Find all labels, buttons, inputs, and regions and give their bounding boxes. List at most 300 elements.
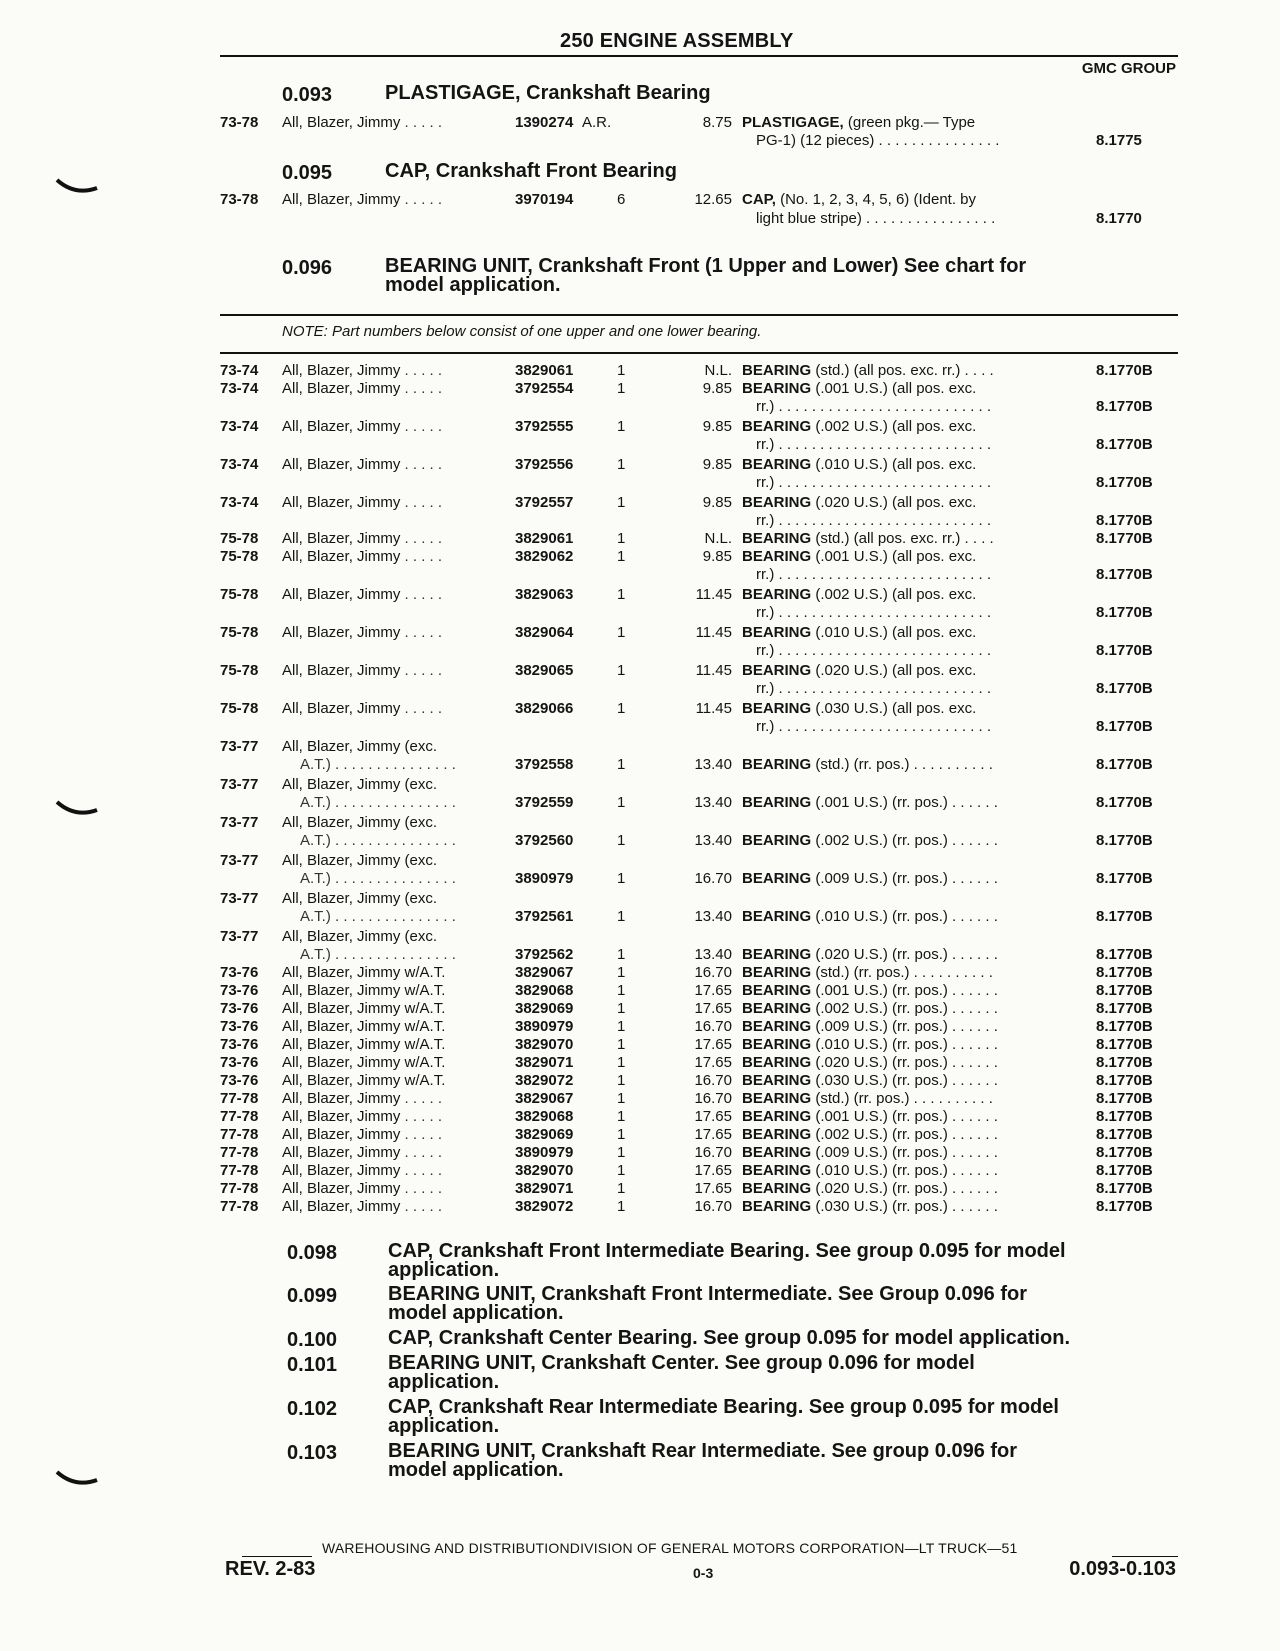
binder-mark (55, 1470, 99, 1490)
years: 77-78 (220, 1090, 259, 1107)
description (742, 945, 998, 964)
years: 73-76 (220, 982, 259, 999)
model: All, Blazer, Jimmy (exc. (282, 738, 438, 755)
desc-bold: BEARING (742, 494, 812, 511)
table-row (0, 379, 1280, 398)
part-number: 3792558 (515, 756, 574, 773)
model-text: All, Blazer, Jimmy (282, 586, 401, 603)
part-number: 3970194 (515, 191, 574, 208)
part-number: 3829072 (515, 1198, 574, 1215)
model (282, 547, 442, 566)
leader-dots: . . . . . (404, 624, 443, 641)
model-text: All, Blazer, Jimmy (282, 380, 401, 397)
table-row (0, 113, 1280, 132)
desc-bold: BEARING (742, 1090, 812, 1107)
years: 73-77 (220, 852, 259, 869)
quantity: 1 (617, 1162, 626, 1179)
description (742, 623, 976, 642)
desc-text: (.010 U.S.) (all pos. exc. (811, 456, 977, 473)
part-number: 3792562 (515, 946, 574, 963)
description (742, 1161, 998, 1180)
price: 9.85 (702, 380, 732, 397)
section-number: 0.095 (282, 162, 333, 184)
leader-dots: . . . . . (404, 1162, 443, 1179)
part-number: 3829063 (515, 586, 574, 603)
desc-bold: BEARING (742, 964, 812, 981)
desc-bold: CAP, (742, 191, 776, 208)
desc-bold: BEARING (742, 1198, 812, 1215)
description-cont: rr.) . . . . . . . . . . . . . . . . . . . . . . . . . . (756, 512, 992, 529)
section-number: 0.096 (282, 257, 333, 279)
part-number: 3890979 (515, 870, 574, 887)
leader-dots: . . . . . (404, 1144, 443, 1161)
desc-text: (.001 U.S.) (rr. pos.) . . . . . . (811, 794, 998, 811)
catalog-code: 8.1770B (1096, 908, 1153, 925)
price: N.L. (704, 362, 732, 379)
price: 11.45 (695, 624, 732, 641)
desc-text: (.001 U.S.) (all pos. exc. (811, 548, 977, 565)
model-text: All, Blazer, Jimmy (282, 1198, 401, 1215)
table-row-cont (0, 511, 1280, 530)
quantity: 1 (617, 1054, 626, 1071)
years: 77-78 (220, 1162, 259, 1179)
table-row (0, 1089, 1280, 1108)
part-number: 3829065 (515, 662, 574, 679)
model: All, Blazer, Jimmy (exc. (282, 814, 438, 831)
desc-bold: BEARING (742, 1180, 812, 1197)
quantity: 1 (617, 908, 626, 925)
section-title-cont: application. (388, 1371, 500, 1393)
price: 16.70 (694, 1198, 732, 1215)
desc-text: (.030 U.S.) (all pos. exc. (811, 700, 977, 717)
desc-bold: PLASTIGAGE, (742, 114, 844, 131)
model (282, 1197, 442, 1216)
section-number: 0.102 (287, 1398, 338, 1420)
description-cont: rr.) . . . . . . . . . . . . . . . . . . . . . . . . . . (756, 642, 992, 659)
description-cont: rr.) . . . . . . . . . . . . . . . . . . . . . . . . . . (756, 566, 992, 583)
model-cont: A.T.) . . . . . . . . . . . . . . . (300, 832, 456, 849)
part-number: 3792555 (515, 418, 574, 435)
model (282, 1089, 442, 1108)
years: 75-78 (220, 624, 259, 641)
years: 73-77 (220, 890, 259, 907)
desc-bold: BEARING (742, 1018, 812, 1035)
table-row-cont (0, 397, 1280, 416)
table-row (0, 699, 1280, 718)
quantity: 1 (617, 418, 626, 435)
desc-text: (No. 1, 2, 3, 4, 5, 6) (Ident. by (775, 191, 977, 208)
description-cont: rr.) . . . . . . . . . . . . . . . . . . . . . . . . . . (756, 604, 992, 621)
model (282, 361, 442, 380)
part-number: 3829064 (515, 624, 574, 641)
leader-dots: . . . . . (404, 456, 443, 473)
price: 16.70 (694, 870, 732, 887)
years: 73-76 (220, 1036, 259, 1053)
catalog-code: 8.1770B (1096, 398, 1153, 415)
catalog-code: 8.1770B (1096, 362, 1153, 379)
description (742, 547, 976, 566)
table-row (0, 1197, 1280, 1216)
quantity: 1 (617, 1000, 626, 1017)
price: 17.65 (694, 1054, 732, 1071)
catalog-code: 8.1770B (1096, 1180, 1153, 1197)
years: 75-78 (220, 662, 259, 679)
model: All, Blazer, Jimmy (exc. (282, 776, 438, 793)
description-cont: rr.) . . . . . . . . . . . . . . . . . . . . . . . . . . (756, 718, 992, 735)
price: 16.70 (694, 1018, 732, 1035)
model-cont: A.T.) . . . . . . . . . . . . . . . (300, 908, 456, 925)
price: N.L. (704, 530, 732, 547)
model (282, 585, 442, 604)
desc-bold: BEARING (742, 908, 812, 925)
desc-text: (.002 U.S.) (all pos. exc. (811, 586, 977, 603)
years: 73-74 (220, 418, 259, 435)
description-cont: rr.) . . . . . . . . . . . . . . . . . . . . . . . . . . (756, 474, 992, 491)
section-number: 0.101 (287, 1354, 338, 1376)
desc-text: (.010 U.S.) (rr. pos.) . . . . . . (811, 1162, 998, 1179)
quantity: 1 (617, 1090, 626, 1107)
desc-text: (.020 U.S.) (rr. pos.) . . . . . . (811, 946, 998, 963)
catalog-code: 8.1770B (1096, 642, 1153, 659)
description (742, 831, 998, 850)
price: 16.70 (694, 964, 732, 981)
section-number: 0.103 (287, 1442, 338, 1464)
section-title: BEARING UNIT, Crankshaft Front Intermediate. See Group 0.096 for (388, 1283, 1028, 1305)
table-row (0, 851, 1280, 870)
catalog-code: 8.1770B (1096, 474, 1153, 491)
desc-text: (.020 U.S.) (rr. pos.) . . . . . . (811, 1180, 998, 1197)
leader-dots: . . . . . (404, 494, 443, 511)
part-number: 3829070 (515, 1162, 574, 1179)
price: 9.85 (702, 418, 732, 435)
description (742, 699, 976, 718)
table-row-cont (0, 755, 1280, 774)
leader-dots: . . . . . (404, 1108, 443, 1125)
leader-dots: . . . . . (404, 586, 443, 603)
description (742, 1017, 998, 1036)
description (742, 1053, 998, 1072)
price: 17.65 (694, 1000, 732, 1017)
desc-bold: BEARING (742, 362, 812, 379)
model (282, 699, 442, 718)
table-row (0, 999, 1280, 1018)
desc-bold: BEARING (742, 586, 812, 603)
years: 73-78 (220, 191, 259, 208)
table-row (0, 1107, 1280, 1126)
section-title-cont: model application. (388, 1459, 564, 1481)
quantity: 1 (617, 832, 626, 849)
years: 73-74 (220, 494, 259, 511)
desc-text: (.010 U.S.) (rr. pos.) . . . . . . (811, 1036, 998, 1053)
description (742, 981, 998, 1000)
model: All, Blazer, Jimmy w/A.T. (282, 1036, 446, 1053)
desc-bold: BEARING (742, 982, 812, 999)
desc-text: (.009 U.S.) (rr. pos.) . . . . . . (811, 1144, 998, 1161)
years: 73-77 (220, 928, 259, 945)
model (282, 529, 442, 548)
catalog-code: 8.1770B (1096, 946, 1153, 963)
table-row (0, 889, 1280, 908)
table-row (0, 493, 1280, 512)
model-cont: A.T.) . . . . . . . . . . . . . . . (300, 794, 456, 811)
description (742, 1143, 998, 1162)
description-cont: rr.) . . . . . . . . . . . . . . . . . . . . . . . . . . (756, 398, 992, 415)
part-number: 3829069 (515, 1126, 574, 1143)
description (742, 1035, 998, 1054)
quantity: 1 (617, 380, 626, 397)
model-text: All, Blazer, Jimmy (282, 456, 401, 473)
model-text: All, Blazer, Jimmy (282, 1090, 401, 1107)
desc-bold: BEARING (742, 418, 812, 435)
model-text: All, Blazer, Jimmy (282, 494, 401, 511)
model: All, Blazer, Jimmy (exc. (282, 852, 438, 869)
model-text: All, Blazer, Jimmy (282, 1162, 401, 1179)
description (742, 379, 976, 398)
desc-bold: BEARING (742, 1036, 812, 1053)
table-row (0, 1179, 1280, 1198)
description (742, 963, 993, 982)
section-title-cont: application. (388, 1259, 500, 1281)
catalog-code: 8.1770B (1096, 756, 1153, 773)
quantity: 1 (617, 946, 626, 963)
years: 75-78 (220, 586, 259, 603)
quantity: 1 (617, 494, 626, 511)
model-text: All, Blazer, Jimmy (282, 548, 401, 565)
quantity: 1 (617, 1108, 626, 1125)
desc-text: (std.) (rr. pos.) . . . . . . . . . . (811, 756, 993, 773)
section-title-cont: model application. (388, 1302, 564, 1324)
price: 11.45 (695, 586, 732, 603)
section-title: BEARING UNIT, Crankshaft Front (1 Upper and Lower) See chart for (385, 255, 1027, 277)
model-text: All, Blazer, Jimmy (282, 1144, 401, 1161)
price: 17.65 (694, 1180, 732, 1197)
years: 73-74 (220, 456, 259, 473)
model-text: All, Blazer, Jimmy (282, 662, 401, 679)
quantity: 1 (617, 1180, 626, 1197)
table-row (0, 361, 1280, 380)
description (742, 417, 976, 436)
leader-dots: . . . . . (404, 530, 443, 547)
catalog-code: 8.1770 (1096, 210, 1142, 227)
price: 17.65 (694, 982, 732, 999)
description (742, 869, 998, 888)
catalog-code: 8.1770B (1096, 832, 1153, 849)
table-row-cont (0, 209, 1280, 228)
leader-dots: . . . . . (404, 548, 443, 565)
table-row (0, 190, 1280, 209)
table-note: NOTE: Part numbers below consist of one upper and one lower bearing. (282, 323, 762, 340)
catalog-code: 8.1770B (1096, 512, 1153, 529)
part-number: 3792560 (515, 832, 574, 849)
part-number: 3890979 (515, 1144, 574, 1161)
model: All, Blazer, Jimmy w/A.T. (282, 1018, 446, 1035)
leader-dots: . . . . . (404, 1198, 443, 1215)
description (742, 585, 976, 604)
description (742, 1107, 998, 1126)
leader-dots: . . . . . (404, 418, 443, 435)
description (742, 1125, 998, 1144)
table-row-cont (0, 793, 1280, 812)
desc-text: (.002 U.S.) (all pos. exc. (811, 418, 977, 435)
price: 12.65 (694, 191, 732, 208)
section-title: CAP, Crankshaft Front Bearing (385, 160, 677, 182)
table-row (0, 1053, 1280, 1072)
desc-bold: BEARING (742, 700, 812, 717)
catalog-code: 8.1770B (1096, 1054, 1153, 1071)
years: 73-76 (220, 1018, 259, 1035)
description (742, 1179, 998, 1198)
desc-bold: BEARING (742, 756, 812, 773)
desc-text: (.009 U.S.) (rr. pos.) . . . . . . (811, 1018, 998, 1035)
catalog-code: 8.1770B (1096, 1162, 1153, 1179)
desc-bold: BEARING (742, 624, 812, 641)
leader-dots: . . . . . (404, 380, 443, 397)
part-number: 3792559 (515, 794, 574, 811)
price: 8.75 (702, 114, 732, 131)
table-row (0, 1161, 1280, 1180)
group-label: GMC GROUP (1081, 60, 1176, 77)
leader-dots: . . . . . (404, 1180, 443, 1197)
part-number: 3829070 (515, 1036, 574, 1053)
price: 17.65 (694, 1126, 732, 1143)
price: 9.85 (702, 494, 732, 511)
catalog-code: 8.1770B (1096, 982, 1153, 999)
table-row (0, 455, 1280, 474)
description (742, 1089, 993, 1108)
years: 73-77 (220, 814, 259, 831)
price: 13.40 (694, 946, 732, 963)
part-number: 3829067 (515, 1090, 574, 1107)
desc-bold: BEARING (742, 548, 812, 565)
desc-bold: BEARING (742, 662, 812, 679)
description (742, 907, 998, 926)
price: 11.45 (695, 662, 732, 679)
table-row (0, 547, 1280, 566)
catalog-code: 8.1770B (1096, 1090, 1153, 1107)
model (282, 190, 442, 209)
leader-dots: . . . . . (404, 1126, 443, 1143)
catalog-code: 8.1770B (1096, 794, 1153, 811)
desc-bold: BEARING (742, 1144, 812, 1161)
model-text: All, Blazer, Jimmy (282, 114, 401, 131)
model (282, 493, 442, 512)
catalog-code: 8.1770B (1096, 1000, 1153, 1017)
table-row-cont (0, 869, 1280, 888)
table-row (0, 1143, 1280, 1162)
quantity: 1 (617, 1018, 626, 1035)
desc-text: (green pkg.— Type (843, 114, 976, 131)
model-text: All, Blazer, Jimmy (282, 530, 401, 547)
part-number: 3829069 (515, 1000, 574, 1017)
desc-text: (.009 U.S.) (rr. pos.) . . . . . . (811, 870, 998, 887)
part-number: 3829068 (515, 1108, 574, 1125)
table-row-cont (0, 907, 1280, 926)
table-row-cont (0, 679, 1280, 698)
part-number: 3829068 (515, 982, 574, 999)
section-title: PLASTIGAGE, Crankshaft Bearing (385, 82, 711, 104)
model-text: All, Blazer, Jimmy (282, 624, 401, 641)
quantity: 1 (617, 548, 626, 565)
catalog-code: 8.1770B (1096, 566, 1153, 583)
quantity: 1 (617, 586, 626, 603)
model-text: All, Blazer, Jimmy (282, 191, 401, 208)
years: 75-78 (220, 700, 259, 717)
table-row (0, 1035, 1280, 1054)
years: 77-78 (220, 1108, 259, 1125)
part-number: 3829072 (515, 1072, 574, 1089)
part-number: 3890979 (515, 1018, 574, 1035)
model: All, Blazer, Jimmy w/A.T. (282, 982, 446, 999)
desc-bold: BEARING (742, 1054, 812, 1071)
years: 73-78 (220, 114, 259, 131)
quantity: 1 (617, 756, 626, 773)
desc-bold: BEARING (742, 456, 812, 473)
years: 73-77 (220, 776, 259, 793)
desc-text: (.002 U.S.) (rr. pos.) . . . . . . (811, 1126, 998, 1143)
model (282, 379, 442, 398)
quantity: 1 (617, 456, 626, 473)
desc-bold: BEARING (742, 380, 812, 397)
desc-text: (std.) (all pos. exc. rr.) . . . . (811, 362, 994, 379)
price: 13.40 (694, 756, 732, 773)
desc-text: (.002 U.S.) (rr. pos.) . . . . . . (811, 1000, 998, 1017)
model-cont: A.T.) . . . . . . . . . . . . . . . (300, 870, 456, 887)
catalog-code: 8.1770B (1096, 530, 1153, 547)
model-text: All, Blazer, Jimmy (282, 418, 401, 435)
model: All, Blazer, Jimmy (exc. (282, 928, 438, 945)
catalog-code: 8.1770B (1096, 1108, 1153, 1125)
desc-bold: BEARING (742, 794, 812, 811)
part-number: 3829066 (515, 700, 574, 717)
part-number: 1390274 (515, 114, 574, 131)
model (282, 417, 442, 436)
table-row-cont (0, 131, 1280, 150)
desc-text: (.020 U.S.) (all pos. exc. (811, 662, 977, 679)
desc-bold: BEARING (742, 1162, 812, 1179)
description (742, 113, 975, 132)
quantity: 1 (617, 1198, 626, 1215)
catalog-code: 8.1770B (1096, 1144, 1153, 1161)
catalog-code: 8.1775 (1096, 132, 1142, 149)
quantity: 1 (617, 794, 626, 811)
catalog-code: 8.1770B (1096, 436, 1153, 453)
catalog-code: 8.1770B (1096, 1126, 1153, 1143)
description-cont: rr.) . . . . . . . . . . . . . . . . . . . . . . . . . . (756, 680, 992, 697)
desc-text: (.001 U.S.) (rr. pos.) . . . . . . (811, 982, 998, 999)
model: All, Blazer, Jimmy w/A.T. (282, 964, 446, 981)
leader-dots: . . . . . (404, 362, 443, 379)
model-cont: A.T.) . . . . . . . . . . . . . . . (300, 946, 456, 963)
price: 9.85 (702, 548, 732, 565)
model-text: All, Blazer, Jimmy (282, 700, 401, 717)
quantity: 6 (617, 191, 626, 208)
part-number: 3829067 (515, 964, 574, 981)
years: 77-78 (220, 1126, 259, 1143)
table-row (0, 963, 1280, 982)
page-title: 250 ENGINE ASSEMBLY (560, 30, 794, 52)
footer-text: WAREHOUSING AND DISTRIBUTIONDIVISION OF GENERAL MOTORS CORPORATION—LT TRUCK—51 (322, 1540, 1018, 1556)
page-number: 0-3 (693, 1565, 714, 1581)
table-row-cont (0, 603, 1280, 622)
description (742, 529, 994, 548)
desc-bold: BEARING (742, 1000, 812, 1017)
desc-bold: BEARING (742, 832, 812, 849)
table-row (0, 813, 1280, 832)
quantity: 1 (617, 982, 626, 999)
desc-text: (.010 U.S.) (all pos. exc. (811, 624, 977, 641)
description (742, 793, 998, 812)
leader-dots: . . . . . (404, 1090, 443, 1107)
